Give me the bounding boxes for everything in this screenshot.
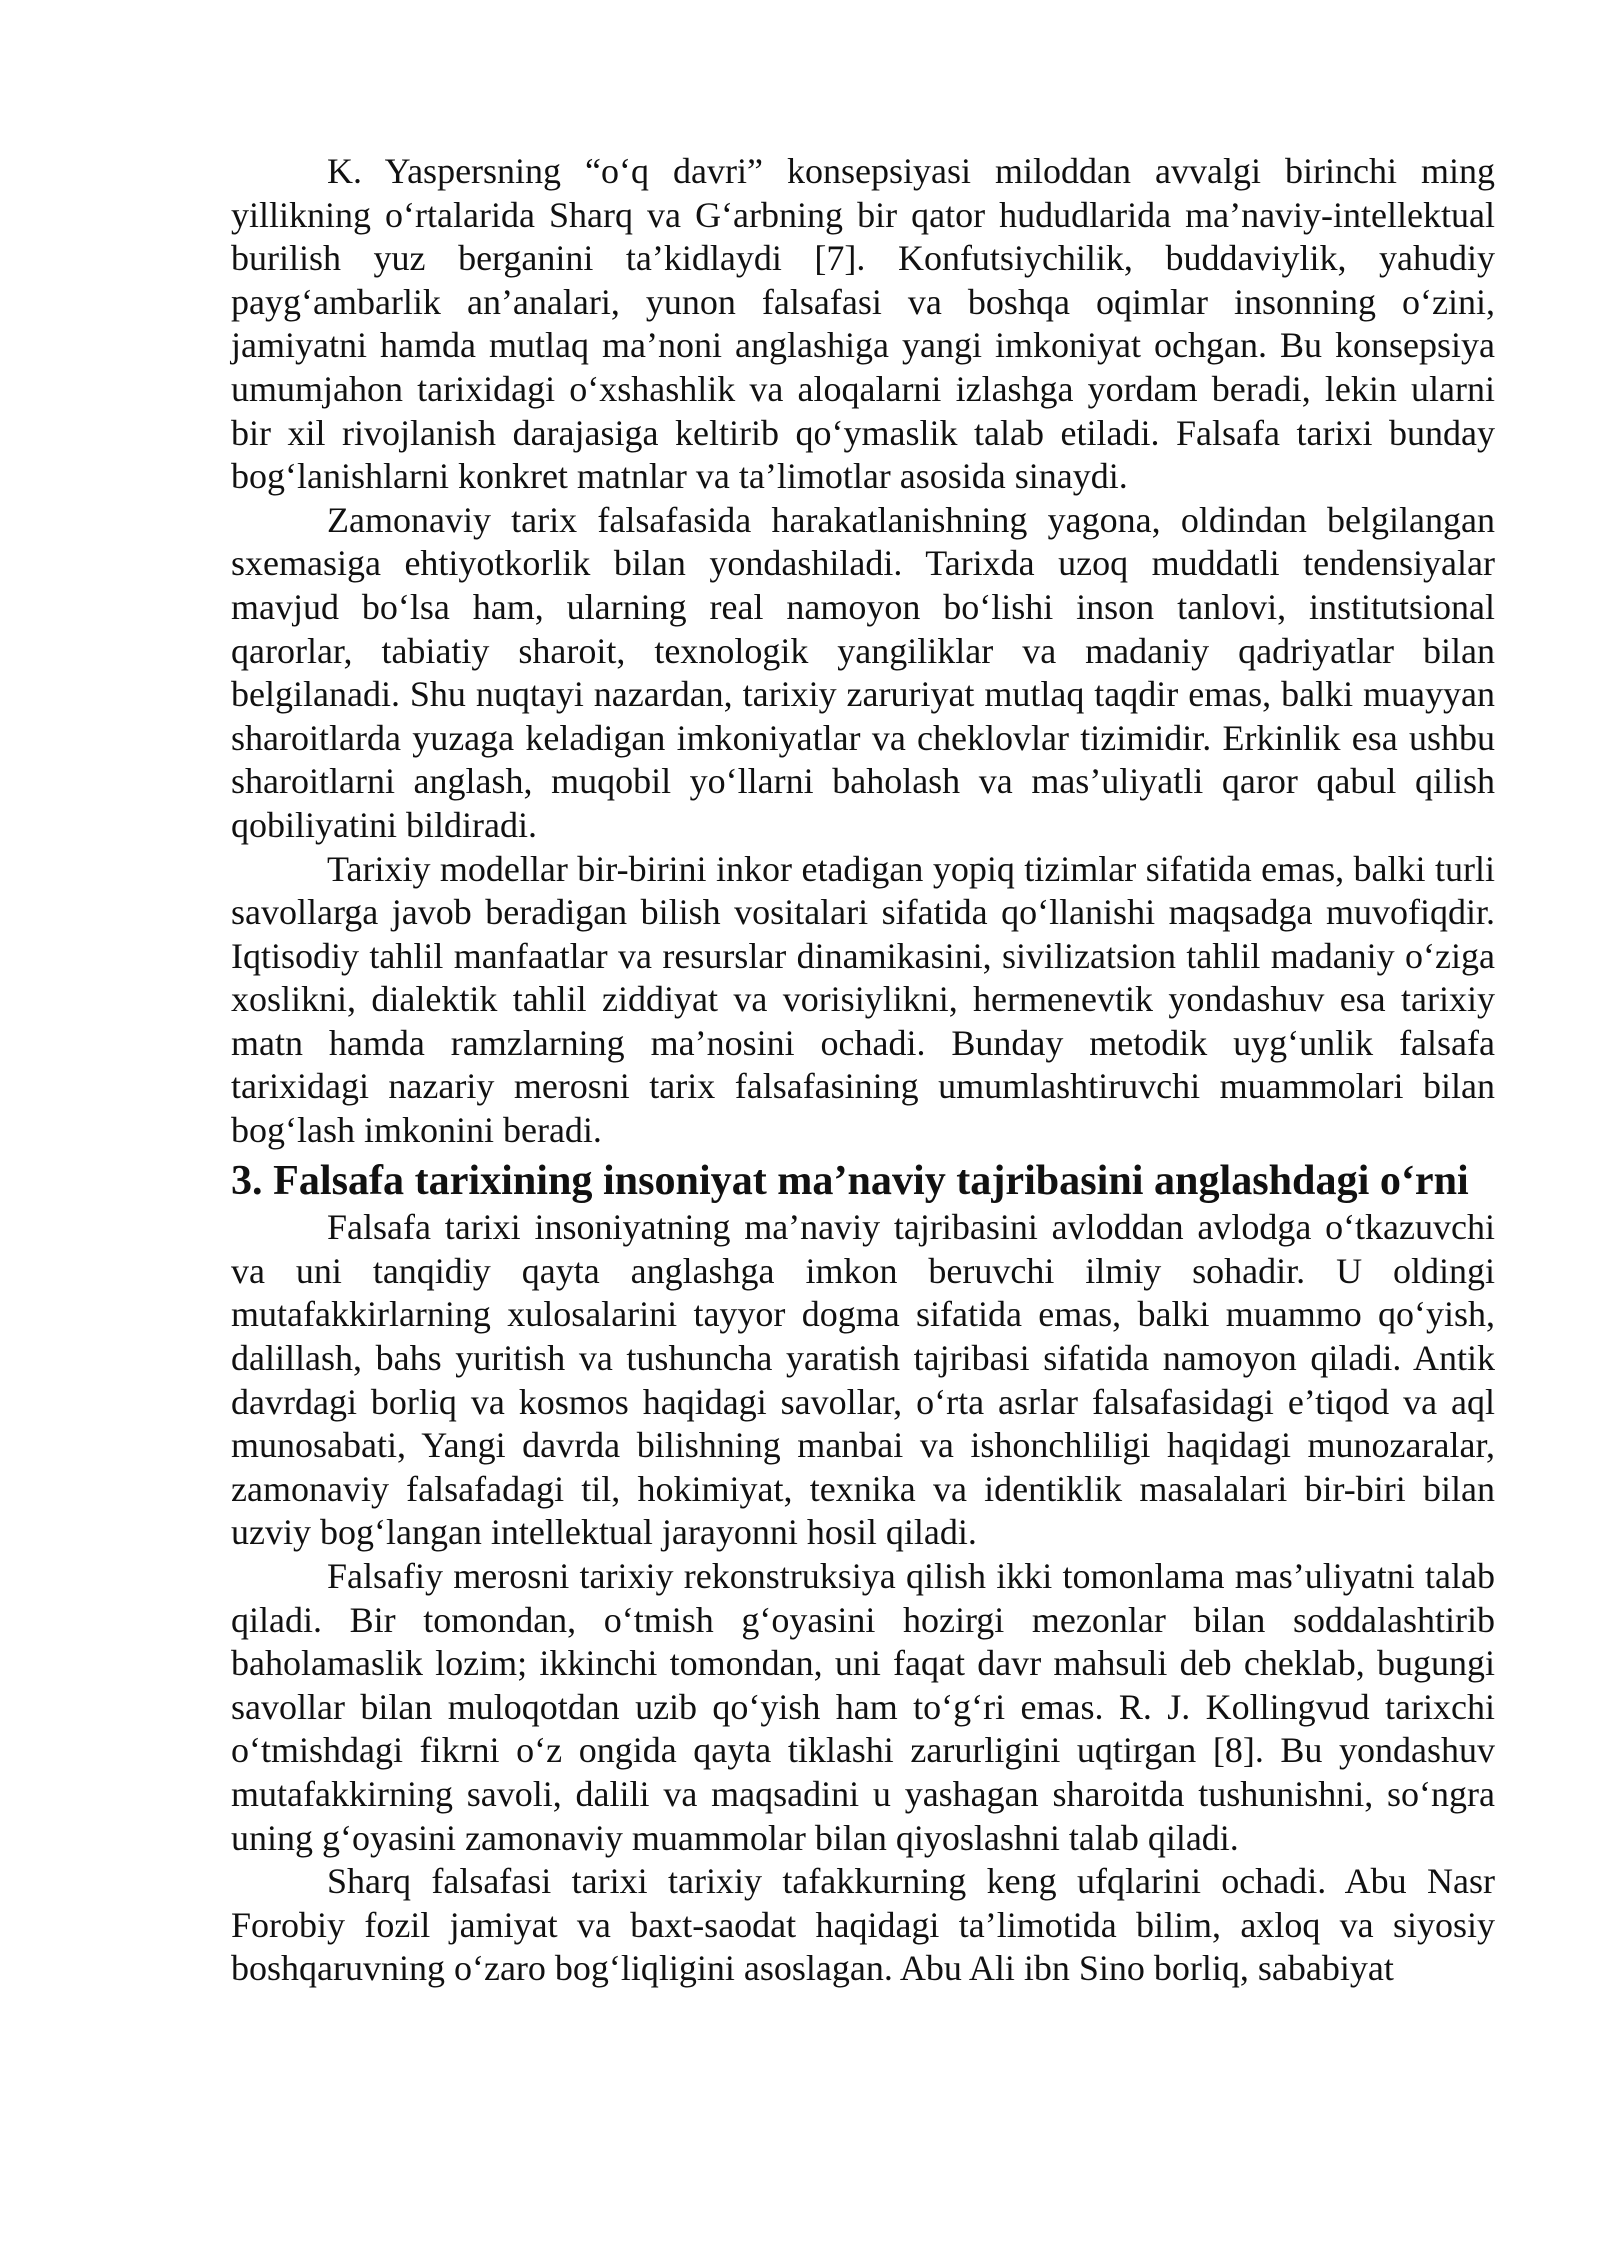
paragraph-axial-age: K. Yaspersning “o‘q davri” konsepsiyasi miloddan avvalgi birinchi ming yillikning o‘rtalarida Sharq va G‘arbning bir qator hududlarida ma’naviy-intellektual burilish yuz berganini ta’kidlaydi [7]. Konfutsiychilik, buddaviylik, yahudiy payg‘ambarlik an’analari, yunon falsafasi va boshqa oqimlar insonning o‘zini, jamiyatni hamda mutlaq ma’noni anglashiga yangi imkoniyat ochgan. Bu konsepsiya umumjahon tarixidagi o‘xshashlik va aloqalarni izlashga yordam beradi, lekin ularni bir xil rivojlanish darajasiga keltirib qo‘ymaslik talab etiladi. Falsafa tarixi bunday bog‘lanishlarni konkret matnlar va ta’limotlar asosida sinaydi. bbox=[231, 151, 1495, 497]
paragraph-spiritual-experience: Falsafa tarixi insoniyatning ma’naviy tajribasini avloddan avlodga o‘tkazuvchi va uni tanqidiy qayta anglashga imkon beruvchi ilmiy sohadir. U oldingi mutafakkirlarning xulosalarini tayyor dogma sifatida emas, balki muammo qo‘yish, dalillash, bahs yuritish va tushuncha yaratish tajribasi sifatida namoyon qiladi. Antik davrdagi borliq va kosmos haqidagi savollar, o‘rta asrlar falsafasidagi e’tiqod va aql munosabati, Yangi davrda bilishning manbai va ishonchliligi haqidagi munozaralar, zamonaviy falsafadagi til, hokimiyat, texnika va identiklik masalalari bir-biri bilan uzviy bog‘langan intellektual jarayonni hosil qiladi. bbox=[231, 1207, 1495, 1553]
section-heading: 3. Falsafa tarixining insoniyat ma’naviy tajribasini anglashdagi o‘rni bbox=[231, 1156, 1469, 1204]
paragraph-historical-reconstruction: Falsafiy merosni tarixiy rekonstruksiya qilish ikki tomonlama mas’uliyatni talab qiladi. Bir tomondan, o‘tmish g‘oyasini hozirgi mezonlar bilan soddalashtirib baholamaslik lozim; ikkinchi tomondan, uni faqat davr mahsuli deb cheklab, bugungi savollar bilan muloqotdan uzib qo‘yish ham to‘g‘ri emas. R. J. Kollingvud tarixchi o‘tmishdagi fikrni o‘z ongida qayta tiklashi zarurligini uqtirgan [8]. Bu yondashuv mutafakkirning savoli, dalili va maqsadini u yashagan sharoitda tushunishni, so‘ngra uning g‘oyasini zamonaviy muammolar bilan qiyoslashni talab qiladi. bbox=[231, 1556, 1495, 1858]
document-page bbox=[231, 150, 1495, 1991]
paragraph-historical-models: Tarixiy modellar bir-birini inkor etadigan yopiq tizimlar sifatida emas, balki turli savollarga javob beradigan bilish vositalari sifatida qo‘llanishi maqsadga muvofiqdir. Iqtisodiy tahlil manfaatlar va resurslar dinamikasini, sivilizatsion tahlil madaniy o‘ziga xoslikni, dialektik tahlil ziddiyat va vorisiylikni, hermenevtik yondashuv esa tarixiy matn hamda ramzlarning ma’nosini ochadi. Bunday metodik uyg‘unlik falsafa tarixidagi nazariy merosni tarix falsafasining umumlashtiruvchi muammolari bilan bog‘lash imkonini beradi. bbox=[231, 848, 1495, 1151]
paragraph-philosophy-of-history: Zamonaviy tarix falsafasida harakatlanishning yagona, oldindan belgilangan sxemasiga ehtiyotkorlik bilan yondashiladi. Tarixda uzoq muddatli tendensiyalar mavjud bo‘lsa ham, ularning real namoyon bo‘lishi inson tanlovi, institutsional qarorlar, tabiatiy sharoit, texnologik yangiliklar va madaniy qadriyatlar bilan belgilanadi. Shu nuqtayi nazardan, tarixiy zaruriyat mutlaq taqdir emas, balki muayyan sharoitlarda yuzaga keladigan imkoniyatlar va cheklovlar tizimidir. Erkinlik esa ushbu sharoitlarni anglash, muqobil yo‘llarni baholash va mas’uliyatli qaror qabul qilish qobiliyatini bildiradi. bbox=[231, 499, 1495, 845]
paragraph-eastern-philosophy: Sharq falsafasi tarixi tarixiy tafakkurning keng ufqlarini ochadi. Abu Nasr Forobiy fozil jamiyat va baxt-saodat haqidagi ta’limotida bilim, axloq va siyosiy boshqaruvning o‘zaro bog‘liqligini asoslagan. Abu Ali ibn Sino borliq, sababiyat bbox=[231, 1861, 1495, 1989]
